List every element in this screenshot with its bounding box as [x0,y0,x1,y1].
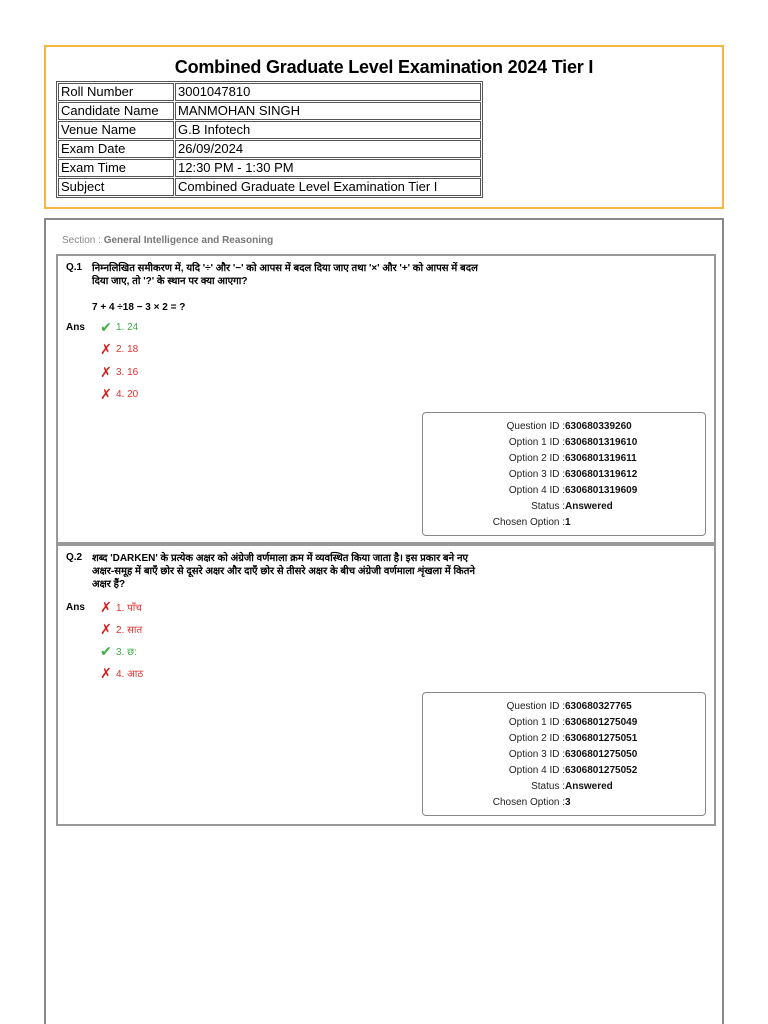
option-2 [98,622,142,636]
cross-icon: ✗ [100,621,112,637]
meta-label: Option 1 ID : [508,437,565,448]
meta-label: Question ID : [506,421,565,432]
cross-icon: ✗ [100,341,112,357]
option-label: 1. 24 [116,321,139,333]
question-meta [422,412,706,536]
response-sheet [44,218,724,1024]
option-label: 2. 18 [116,343,139,355]
question-expression: 7 + 4 ÷18 − 3 × 2 = ? [92,302,186,313]
option-label: 1. पाँच [116,603,142,614]
row-key: Exam Date [58,140,174,158]
meta-label: Option 4 ID : [508,485,565,496]
status-value: Answered [565,781,613,792]
option-label: 4. आठ [116,669,144,680]
cross-icon: ✗ [100,364,112,380]
option-label: 4. 20 [116,388,139,400]
candidate-info-table [56,81,483,198]
check-icon: ✔ [100,643,112,659]
exam-title: Combined Graduate Level Examination 2024 Tier I [174,57,594,77]
row-value: Combined Graduate Level Examination Tier I [175,178,481,196]
option-label: 2. सात [116,625,143,636]
cross-icon: ✗ [100,386,112,402]
option-2 [98,342,138,356]
table-row [58,178,481,196]
exam-header [44,45,724,209]
table-row [58,140,481,158]
option-id: 6306801275052 [565,765,638,776]
question-text-line: अक्षर हैं? [92,579,126,590]
section-prefix: Section : [62,235,104,246]
option-3 [98,644,137,658]
option-id: 6306801319612 [565,469,638,480]
row-value: 26/09/2024 [175,140,481,158]
meta-label: Option 3 ID : [508,469,565,480]
status-value: Answered [565,501,613,512]
meta-label: Question ID : [506,701,565,712]
option-label: 3. छ: [116,647,137,658]
question-text-line: अक्षर-समूह में बाएँ छोर से दूसरे अक्षर और दाएँ छोर से तीसरे अक्षर के बीच अंग्रेजी वर्णमाला शृंखला में कितने [92,566,475,577]
row-value: 3001047810 [175,83,481,101]
check-icon: ✔ [100,319,112,335]
option-label: 3. 16 [116,366,139,378]
cross-icon: ✗ [100,665,112,681]
option-1 [98,320,138,334]
row-value: G.B Infotech [175,121,481,139]
question-meta [422,692,706,816]
section-name: General Intelligence and Reasoning [103,235,274,246]
row-key: Candidate Name [58,102,174,120]
meta-label: Chosen Option : [492,517,565,528]
question-2 [56,544,716,826]
option-1 [98,600,142,614]
meta-label: Option 3 ID : [508,749,565,760]
row-value: 12:30 PM - 1:30 PM [175,159,481,177]
meta-label: Option 2 ID : [508,453,565,464]
question-text [92,262,552,288]
option-id: 6306801275050 [565,749,638,760]
meta-label: Option 2 ID : [508,733,565,744]
row-value: MANMOHAN SINGH [175,102,481,120]
meta-label: Chosen Option : [492,797,565,808]
question-number: Q.2 [66,552,83,563]
ans-label: Ans [66,602,85,613]
table-row [58,83,481,101]
option-4 [98,666,143,680]
meta-label: Option 4 ID : [508,765,565,776]
section-label [62,235,273,246]
question-number: Q.1 [66,262,83,273]
question-text-line: दिया जाए, तो '?' के स्थान पर क्या आएगा? [92,276,248,287]
question-text [92,552,552,591]
question-text-line: शब्द 'DARKEN' के प्रत्येक अक्षर को अंग्रेजी वर्णमाला क्रम में व्यवस्थित किया जाता है। इस प्रकार बने नए [92,553,469,564]
option-id: 6306801275051 [565,733,638,744]
row-key: Subject [58,178,174,196]
option-id: 6306801319609 [565,485,638,496]
question-id: 630680339260 [565,421,632,432]
table-row [58,121,481,139]
table-row [58,102,481,120]
chosen-option: 3 [565,797,571,808]
question-1 [56,254,716,544]
question-text-line: निम्नलिखित समीकरण में, यदि '÷' और '−' को आपस में बदल दिया जाए तथा '×' और '+' को आपस में बदल [92,263,478,274]
table-row [58,159,481,177]
option-3 [98,365,138,379]
row-key: Exam Time [58,159,174,177]
option-id: 6306801319611 [565,453,637,464]
option-id: 6306801319610 [565,437,638,448]
cross-icon: ✗ [100,599,112,615]
row-key: Venue Name [58,121,174,139]
chosen-option: 1 [565,517,571,528]
meta-label: Status : [531,501,565,512]
option-4 [98,387,138,401]
option-id: 6306801275049 [565,717,638,728]
ans-label: Ans [66,322,85,333]
meta-label: Status : [531,781,565,792]
row-key: Roll Number [58,83,174,101]
meta-label: Option 1 ID : [508,717,565,728]
question-id: 630680327765 [565,701,632,712]
